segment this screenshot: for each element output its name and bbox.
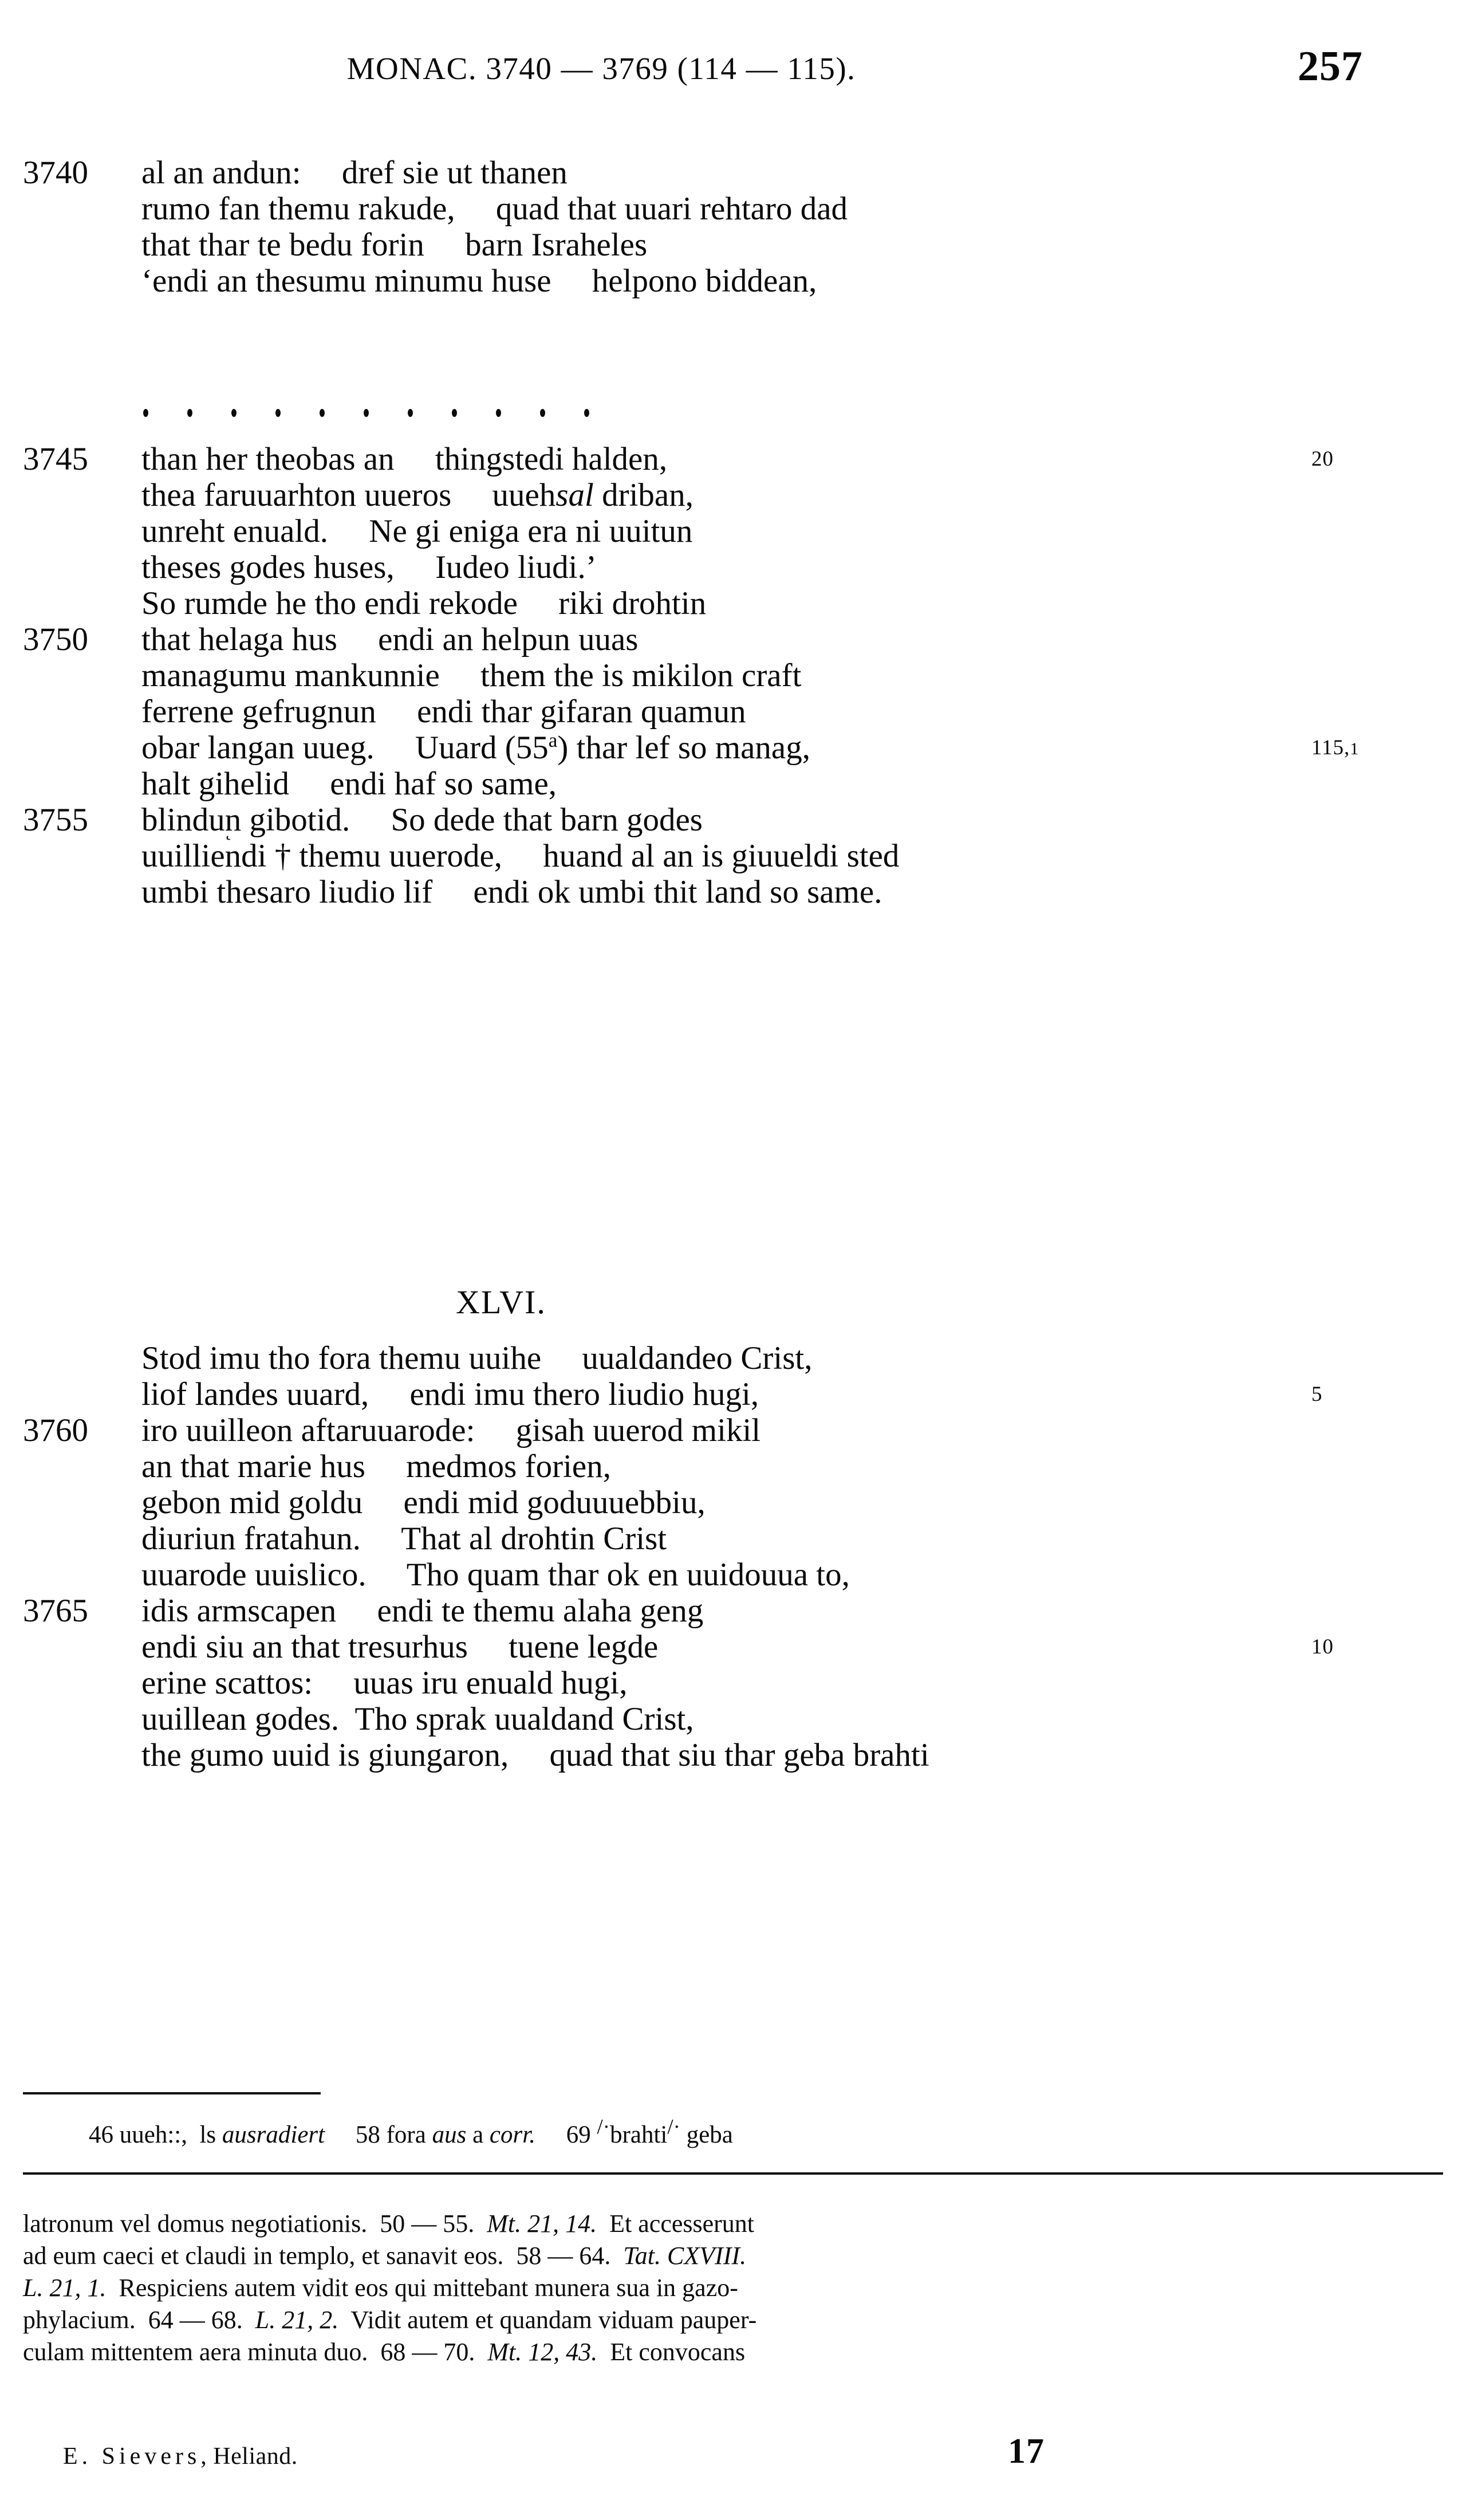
verse-line-text: theses godes huses, Iudeo liudi.’ — [141, 549, 597, 585]
omission-dot — [496, 409, 501, 417]
verse-line-text: idis armscapen endi te themu alaha geng — [141, 1593, 704, 1629]
section-heading: XLVI. — [456, 1283, 546, 1321]
signature-mark: 17 — [1008, 2432, 1045, 2471]
margin-reference: 10 — [1311, 1635, 1334, 1659]
latin-note-line: ad eum caeci et claudi in templo, et sanavit eos. 58 — 64. Tat. CXVIII. — [23, 2242, 747, 2270]
omission-dot — [364, 409, 369, 417]
verse-line-text: uuilliendi † themu uuerode, huand al an is giuueldi sted — [141, 838, 900, 874]
verse-line-text: obar langan uueg. Uuard (55$^a$) thar lef so manag, — [141, 729, 810, 766]
verse-line-number: 3760 — [23, 1412, 88, 1448]
omission-dot — [187, 409, 192, 417]
verse-line-text: unreht enuald. Ne gi eniga era ni uuitun — [141, 513, 693, 549]
verse-line-text: uuillean godes. Tho sprak uualdand Crist, — [141, 1701, 694, 1737]
verse-line-text: that thar te bedu forin barn Israheles — [141, 227, 648, 263]
verse-line-text: ferrene gefrugnun endi thar gifaran quamun — [141, 694, 746, 730]
footnote-rule — [23, 2172, 1443, 2175]
omission-dot — [540, 409, 545, 417]
verse-line-text: Stod imu tho fora themu uuihe uualdandeo Crist, — [141, 1340, 813, 1376]
verse-line-text: umbi thesaro liudio lif endi ok umbi thit land so same. — [141, 874, 882, 910]
verse-line-number: 3755 — [23, 802, 88, 838]
omission-dot — [231, 409, 237, 417]
verse-line-text: halt gihelid endi haf so same, — [141, 766, 557, 802]
verse-line-text: managumu mankunnie them the is mikilon craft — [141, 657, 802, 694]
verse-line-number: 3745 — [23, 441, 88, 477]
margin-reference: 20 — [1311, 447, 1334, 471]
verse-line-text: al an andun: dref sie ut thanen — [141, 155, 568, 191]
imprint-title: , Heliand. — [200, 2443, 298, 2470]
omission-dot — [275, 409, 281, 417]
omission-dot-line — [143, 401, 1088, 424]
margin-reference: 115,1 — [1311, 736, 1359, 759]
apparatus-rule — [23, 2092, 321, 2094]
running-head-title: MONAC. 3740 — 3769 (114 — 115). — [346, 51, 856, 86]
verse-line-text: the gumo uuid is giungaron, quad that siu thar geba brahti — [141, 1737, 929, 1773]
latin-note-line: culam mittentem aera minuta duo. 68 — 70. Mt. 12, 43. Et convocans — [23, 2338, 746, 2366]
verse-line-number: 3740 — [23, 155, 88, 191]
verse-line-text: that helaga hus endi an helpun uuas — [141, 621, 639, 657]
verse-line-text: endi siu an that tresurhus tuene legde — [141, 1629, 659, 1665]
omission-dot — [584, 409, 589, 417]
verse-line-text: blindun gibotid. So dede that barn godes — [141, 802, 703, 838]
latin-note-line: L. 21, 1. Respiciens autem vidit eos qui mittebant munera sua in gazo- — [23, 2274, 738, 2302]
verse-line-text: erine scattos: uuas iru enuald hugi, — [141, 1665, 628, 1701]
verse-line-text: liof landes uuard, endi imu thero liudio hugi, — [141, 1376, 759, 1412]
omission-dot — [408, 409, 413, 417]
omission-dot — [320, 409, 325, 417]
verse-line-text: iro uuilleon aftaruuarode: gisah uuerod mikil — [141, 1412, 761, 1448]
latin-source-notes — [23, 2208, 1443, 2368]
verse-line-text: ‘endi an thesumu minumu huse helpono biddean, — [141, 263, 817, 299]
verse-line-number: 3750 — [23, 621, 88, 657]
running-head — [0, 43, 1466, 96]
latin-note-line: latronum vel domus negotiationis. 50 — 55. Mt. 21, 14. Et accesserunt — [23, 2210, 755, 2238]
verse-line-text: than her theobas an thingstedi halden, — [141, 441, 668, 477]
critical-apparatus: 46 uueh::, ls ausradiert 58 fora aus a corr. 69 /·brahti/· geba — [89, 2115, 733, 2148]
verse-line-number: 3765 — [23, 1593, 88, 1629]
verse-line-text: uuarode uuislico. Tho quam thar ok en uuidouua to, — [141, 1557, 850, 1593]
verse-line-text: rumo fan themu rakude, quad that uuari rehtaro dad — [141, 191, 848, 227]
latin-note-line: phylacium. 64 — 68. L. 21, 2. Vidit autem et quandam viduam pauper- — [23, 2306, 757, 2334]
imprint-author: E. Sievers — [63, 2443, 201, 2470]
page-number: 257 — [1298, 43, 1363, 90]
imprint-line — [63, 2443, 298, 2470]
omission-dot — [143, 409, 148, 417]
verse-line-text: gebon mid goldu endi mid goduuuebbiu, — [141, 1485, 706, 1521]
omission-dot — [452, 409, 457, 417]
verse-line-text: an that marie hus medmos forien, — [141, 1448, 611, 1485]
verse-line-text: thea faruuarhton uueros uuehsal driban, — [141, 477, 693, 513]
verse-line-text: diuriun fratahun. That al drohtin Crist — [141, 1521, 667, 1557]
margin-reference: 5 — [1311, 1383, 1323, 1406]
verse-line-text: So rumde he tho endi rekode riki drohtin — [141, 585, 707, 621]
